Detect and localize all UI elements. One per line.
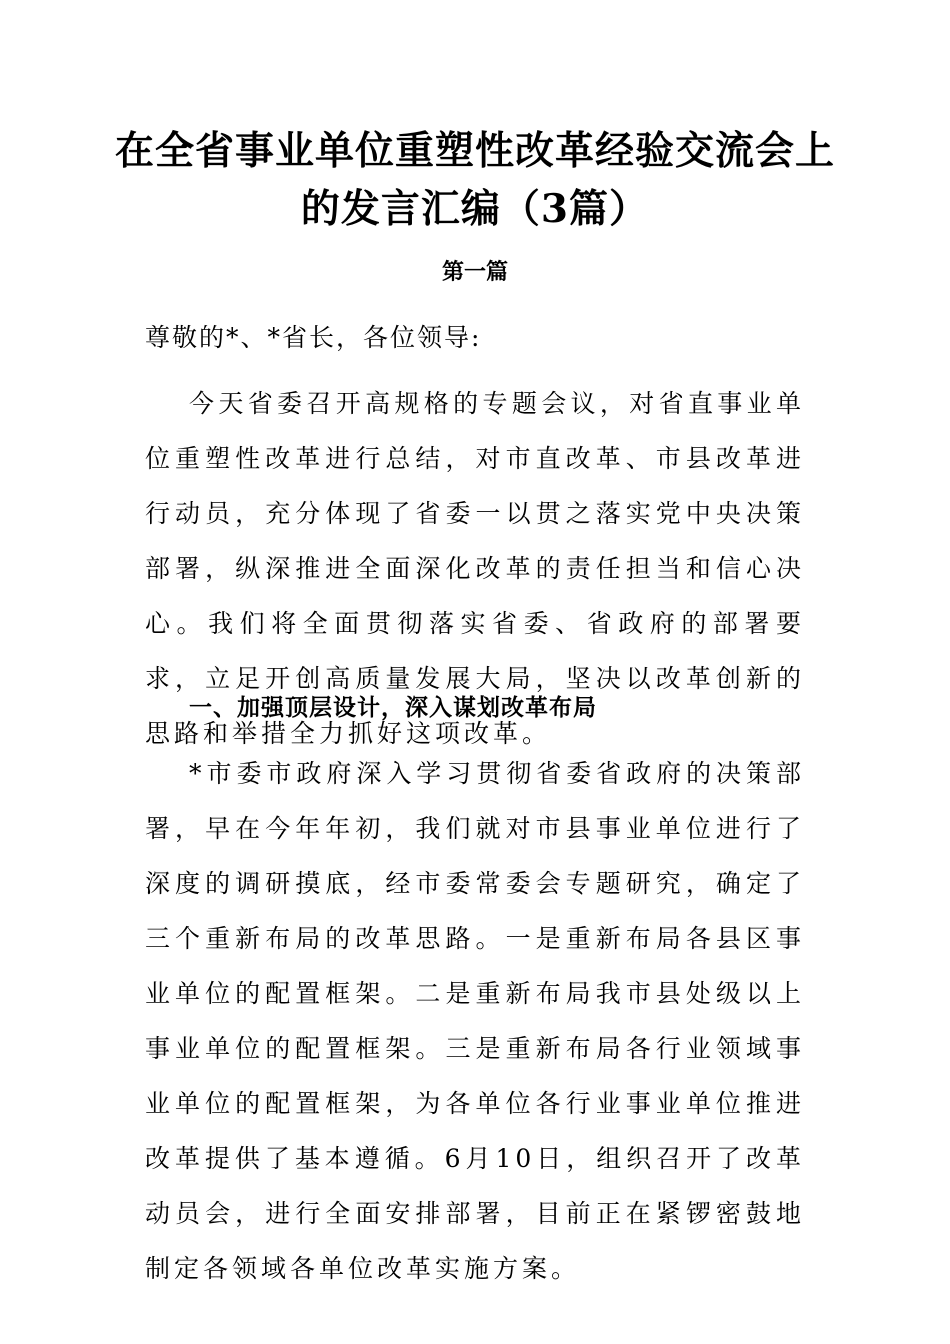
section-title: 第一篇 bbox=[441, 260, 508, 285]
paragraph-1: 今天省委召开高规格的专题会议，对省直事业单位重塑性改革进行总结，对市直改革、市县改革进行动员，充分体现了省委一以贯之落实党中央决策部署，纵深推进全面深化改革的责任担当和信心决心。我们将全面贯彻落实省委、省政府的部署要求，立足开创高质量发展大局，坚决以改革创新的思路和举措全力抓好这项改革。 bbox=[145, 389, 805, 748]
salutation: 尊敬的*、*省长，各位领导: bbox=[145, 323, 482, 352]
section-heading-1: 一、加强顶层设计，深入谋划改革布局 bbox=[189, 695, 597, 721]
title-line-1: 在全省事业单位重塑性改革经验交流会上 bbox=[114, 128, 835, 174]
title-line-2: 的发言汇编（3篇） bbox=[300, 186, 650, 232]
document-title bbox=[100, 122, 850, 238]
paragraph-2: *市委市政府深入学习贯彻省委省政府的决策部署，早在今年年初，我们就对市县事业单位进行了深度的调研摸底，经市委常委会专题研究，确定了三个重新布局的改革思路。一是重新布局各县区事业单位的配置框架。二是重新布局我市县处级以上事业单位的配置框架。三是重新布局各行业领域事业单位的配置框架，为各单位各行业事业单位推进改革提供了基本遵循。6月10日，组织召开了改革动员会，进行全面安排部署，目前正在紧锣密鼓地制定各领域各单位改革实施方案。 bbox=[145, 759, 805, 1283]
